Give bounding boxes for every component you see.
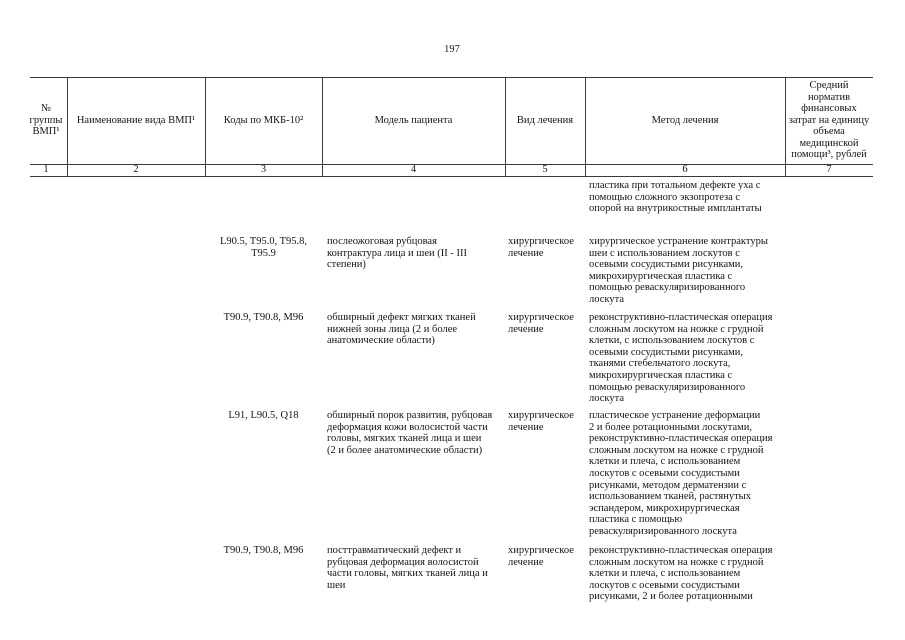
treatment-method-cell: пластика при тотальном дефекте уха с помощью сложного экзопротеза с опорой на внутрикостные имплантаты	[589, 180, 762, 215]
treatment-method-cell: пластическое устранение деформации 2 и более ротационными лоскутами, реконструктивно-пластическая операция сложным лоскутом на ножке с грудной клетки и плеча, с использованием лоскутов с осевыми сосудистыми рисунками, методом дерматензии с использованием тканей, растянутых эспандером, микрохирургическая пластика с помощью реваскуляризированного лоскута	[589, 410, 773, 537]
treatment-type-cell: хирургическое лечение	[508, 236, 574, 259]
column-number: 3	[260, 164, 267, 176]
table-row	[0, 545, 905, 603]
column-numbers-divider	[30, 176, 873, 177]
icd-codes-cell: T90.9, T90.8, M96	[223, 545, 304, 556]
patient-model-cell: обширный порок развития, рубцовая деформация кожи волосистой части головы, мягких тканей лица и шеи (2 и более анатомические области)	[327, 410, 493, 456]
treatment-type-cell: хирургическое лечение	[508, 312, 574, 335]
header-label: Наименование вида ВМП¹	[76, 114, 196, 126]
header-average-cost	[785, 77, 873, 164]
treatment-method-cell: реконструктивно-пластическая операция сложным лоскутом на ножке с грудной клетки, с использованием лоскутов с осевыми сосудистыми рисунками, тканями стебельчатого лоскута, микрохирургическая пластика с помощью реваскуляризированного лоскута	[589, 312, 773, 405]
patient-model-cell: послеожоговая рубцовая контрактура лица и шеи (II - III степени)	[327, 236, 467, 271]
treatment-method-cell: реконструктивно-пластическая операция сложным лоскутом на ножке с грудной клетки и плеча, с использованием лоскутов с осевыми сосудистыми рисунками, 2 и более ротационными	[589, 545, 773, 603]
header-label: Вид лечения	[516, 114, 574, 126]
table-row-continuation	[0, 180, 905, 215]
header-label: Модель пациента	[374, 114, 453, 126]
column-number: 5	[542, 164, 548, 176]
treatment-type-cell: хирургическое лечение	[508, 410, 574, 433]
header-vmp-name	[67, 77, 205, 164]
treatment-type-cell: хирургическое лечение	[508, 545, 574, 568]
header-group-number	[25, 77, 67, 164]
page-number: 197	[444, 44, 460, 55]
header-label: Коды по МКБ-10²	[223, 114, 304, 126]
treatment-method-cell: хирургическое устранение контрактуры шеи с использованием лоскутов с осевыми сосудистыми рисунками, микрохирургическая пластика с помощью реваскуляризированного лоскута	[589, 236, 768, 305]
icd-codes-cell: L90.5, T95.0, T95.8, T95.9	[219, 236, 308, 259]
table-row	[0, 236, 905, 305]
column-number: 4	[410, 164, 417, 176]
table-row	[0, 312, 905, 405]
header-label: Метод лечения	[651, 114, 719, 126]
column-number: 1	[43, 164, 49, 176]
column-number: 2	[133, 164, 139, 176]
header-label: Средний норматив финансовых затрат на единицу объема медицинской помощи³, рублей	[788, 79, 870, 161]
header-patient-model	[322, 77, 505, 164]
patient-model-cell: посттравматический дефект и рубцовая деформация волосистой части головы, мягких тканей лица и шеи	[327, 545, 488, 591]
patient-model-cell: обширный дефект мягких тканей нижней зоны лица (2 и более анатомические области)	[327, 312, 476, 347]
header-icd-codes	[205, 77, 322, 164]
header-treatment-method	[585, 77, 785, 164]
header-treatment-type	[505, 77, 585, 164]
icd-codes-cell: T90.9, T90.8, M96	[223, 312, 304, 323]
header-label: № группы ВМП¹	[29, 103, 63, 138]
icd-codes-cell: L91, L90.5, Q18	[228, 410, 299, 421]
table-row	[0, 410, 905, 537]
column-number: 6	[682, 164, 688, 176]
column-number: 7	[826, 164, 832, 176]
